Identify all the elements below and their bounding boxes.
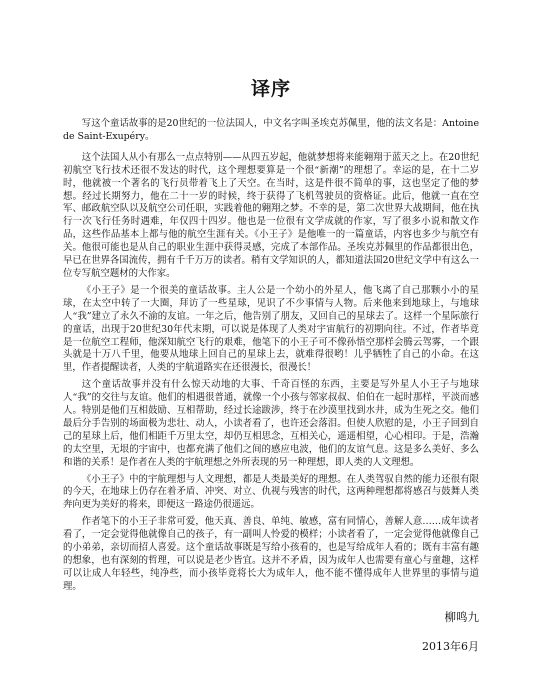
- signature-date: 2013年6月: [422, 639, 479, 653]
- paragraph-ideals: 《小王子》中的宇航理想与人文理想，都是人类最美好的理想。在人类驾驭自然的能力还很有限的今天，在地球上仍存在着矛盾、冲突、对立、仇视与残害的时代，这两种理想都将感召与鼓舞人类奔向更为美好的将来，即便这一路途仍很遥远。: [63, 473, 479, 511]
- paragraph-audience: 作者笔下的小王子非常可爱，他天真、善良、单纯、敏感，富有同情心，善解人意……成年读者看了，一定会觉得他就像自己的孩子，有一副叫人怜爱的模样；小读者看了，一定会觉得他就像自己的小弟弟，亲切而招人喜爱。这个童话故事既是写给小孩看的，也是写给成年人看的；既有丰富有趣的想象，也有深刻的哲理，可以说是老少皆宜。这并不矛盾，因为成年人也需要有童心与童趣，这样可以让成人年轻些，纯净些，而小孩毕竟将长大为成年人，他不能不懂得成年人世界里的事情与道理。: [63, 516, 479, 592]
- paragraph-author-biography: 这个法国人从小有那么一点点特别——从四五岁起，他就梦想将来能翱翔于蓝天之上。在20世纪初航空飞行技术还很不发达的时代，这个理想要算是一个很“新潮”的理想了。幸运的是，在十二岁时，他就被一个著名的飞行员带着飞上了天空。在当时，这是件很不简单的事，这也坚定了他的梦想。经过长期努力，他在二十一岁的时候，终于获得了飞机驾驶员的资格证。此后，他就一直在空军、邮政航空队以及航空公司任职，实践着他的翱翔之梦。不幸的是，第二次世界大战期间，他在执行一次飞行任务时遇难，年仅四十四岁。他也是一位很有文学成就的作家，写了很多小说和散文作品，这些作品基本上都与他的航空生涯有关。《小王子》是他唯一的一篇童话，内容也多少与航空有关。他很可能也是从自己的职业生涯中获得灵感，完成了本部作品。圣埃克苏佩里的作品都很出色，早已在世界各国流传，拥有千千万万的读者。稍有文学知识的人，都知道法国20世纪文学中有这么一位专写航空题材的大作家。: [63, 151, 479, 279]
- page-title: 译序: [250, 78, 291, 100]
- translator-signature: 柳鸣九: [444, 609, 479, 624]
- paragraph-author-intro: 写这个童话故事的是20世纪的一位法国人，中文名字叫圣埃克苏佩里，他的法文名是：Antoine de Saint-Exupéry。: [63, 118, 479, 142]
- paragraph-story-summary: 《小王子》是一个很美的童话故事。主人公是一个幼小的外星人，他飞离了自己那颗小小的星球，在太空中转了一大圈，拜访了一些星球，见识了不少事情与人物。后来他来到地球上，与地球人“我”建立了永久不渝的友谊。一年之后，他告别了朋友，又回自己的星球去了。这样一个星际旅行的童话，出现于20世纪30年代末期，可以说是体现了人类对宇宙航行的初期向往。不过，作者毕竟是一位航空工程师，他深知航空飞行的艰难，他笔下的小王子可不像孙悟空那样会腾云驾雾，一个跟头就是十万八千里，他要从地球上回自己的星球上去，就难得很哟！儿乎牺牲了自己的小命。在这里，作者提醒读者，人类的宇航道路实在还很漫长，很漫长！: [63, 284, 479, 374]
- paragraph-friendship-theme: 这个童话故事并没有什么惊天动地的大事、千奇百怪的东西，主要是写外星人小王子与地球人“我”的交往与友谊。他们的相遇很普通，就像一个小孩与邻家叔叔、伯伯在一起时那样，平淡而感人。特别是他们互相鼓励、互相帮助，经过长途跋涉，终于在沙漠里找到水井，成为生死之交。他们最后分手告别的场面极为悲壮、动人，小读者看了，也许还会落泪。但使人欣慰的是，小王子回到自己的星球上后，他们相距千万里太空，却仍互相思念，互相关心，遥遥相望，心心相印。于是，浩瀚的太空里，无垠的宇宙中，也都充满了他们之间的感应电波，他们的友谊气息。这是多么美好、多么和谐的关系！是作者在人类的宇航理想之外所表现的另一种理想，即人类的人文理想。: [63, 379, 479, 468]
